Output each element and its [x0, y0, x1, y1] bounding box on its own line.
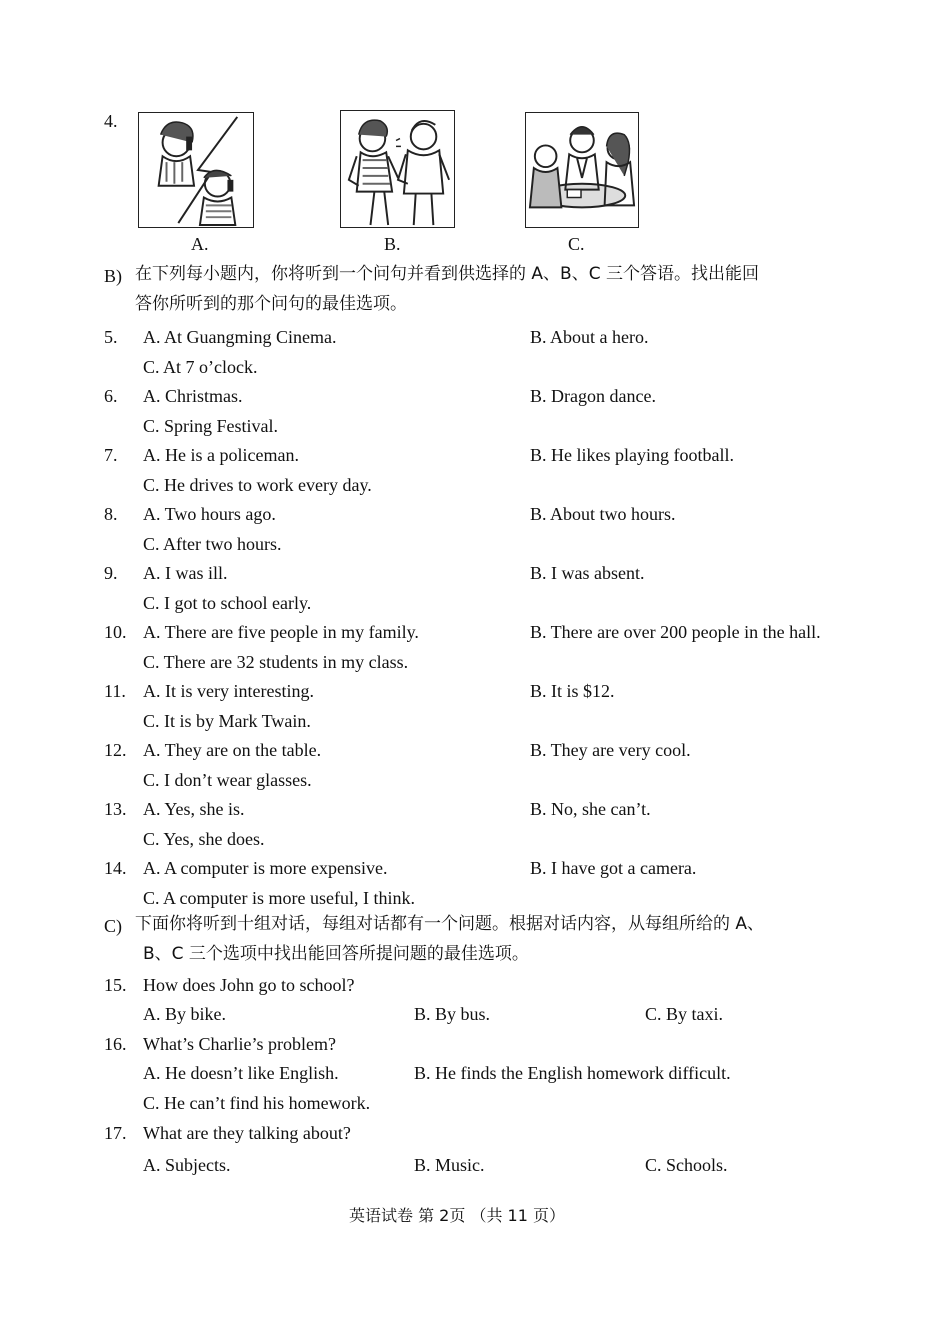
section-c-instruction-line1: 下面你将听到十组对话，每组对话都有一个问题。根据对话内容，从每组所给的 A、	[135, 914, 765, 934]
question-option-a: A. He is a policeman.	[143, 445, 299, 465]
question-option-c: C. It is by Mark Twain.	[143, 711, 311, 731]
q15-option-a: A. By bike.	[143, 1004, 226, 1024]
question-option-c: C. A computer is more useful, I think.	[143, 888, 415, 908]
question-number: 13.	[104, 799, 127, 819]
section-b-instruction-line2: 答你所听到的那个问句的最佳选项。	[135, 294, 407, 314]
picture-c-label: C.	[568, 234, 585, 254]
picture-a-phone-call-icon	[138, 112, 254, 228]
q17-option-b: B. Music.	[414, 1155, 485, 1175]
q15-option-c: C. By taxi.	[645, 1004, 724, 1024]
section-b-instruction-line1: 在下列每小题内，你将听到一个问句并看到供选择的 A、B、C 三个答语。找出能回	[135, 264, 759, 284]
question-option-a: A. It is very interesting.	[143, 681, 314, 701]
picture-b-arguing-icon	[340, 110, 455, 228]
question-option-a: A. Two hours ago.	[143, 504, 276, 524]
q4-number: 4.	[104, 111, 118, 131]
question-option-c: C. Spring Festival.	[143, 416, 279, 436]
question-option-c: C. There are 32 students in my class.	[143, 652, 409, 672]
question-option-b: B. They are very cool.	[530, 740, 691, 760]
question-number: 5.	[104, 327, 118, 347]
question-option-a: A. There are five people in my family.	[143, 622, 419, 642]
q17-option-a: A. Subjects.	[143, 1155, 231, 1175]
question-option-b: B. I was absent.	[530, 563, 645, 583]
question-option-a: A. Christmas.	[143, 386, 243, 406]
question-option-b: B. I have got a camera.	[530, 858, 697, 878]
page-footer: 英语试卷 第 2页 （共 11 页）	[349, 1206, 565, 1225]
question-option-c: C. He drives to work every day.	[143, 475, 372, 495]
q15-option-b: B. By bus.	[414, 1004, 491, 1024]
q15-stem: How does John go to school?	[143, 975, 355, 995]
question-option-c: C. After two hours.	[143, 534, 282, 554]
question-option-b: B. Dragon dance.	[530, 386, 656, 406]
question-number: 14.	[104, 858, 127, 878]
question-option-b: B. There are over 200 people in the hall.	[530, 622, 821, 642]
question-option-c: C. Yes, she does.	[143, 829, 265, 849]
picture-a-label: A.	[191, 234, 209, 254]
question-option-b: B. It is $12.	[530, 681, 615, 701]
question-option-c: C. I got to school early.	[143, 593, 312, 613]
question-number: 9.	[104, 563, 118, 583]
q16-option-a: A. He doesn’t like English.	[143, 1063, 339, 1083]
question-option-b: B. About a hero.	[530, 327, 649, 347]
section-c-instruction-line2: B、C 三个选项中找出能回答所提问题的最佳选项。	[143, 944, 529, 964]
question-number: 11.	[104, 681, 126, 701]
question-option-a: A. A computer is more expensive.	[143, 858, 388, 878]
q16-stem: What’s Charlie’s problem?	[143, 1034, 336, 1054]
question-option-b: B. No, she can’t.	[530, 799, 651, 819]
question-number: 6.	[104, 386, 118, 406]
section-c-marker: C)	[104, 916, 122, 936]
question-number: 7.	[104, 445, 118, 465]
question-number: 10.	[104, 622, 127, 642]
question-option-b: B. About two hours.	[530, 504, 676, 524]
question-number: 12.	[104, 740, 127, 760]
q17-option-c: C. Schools.	[645, 1155, 728, 1175]
q16-option-c: C. He can’t find his homework.	[143, 1093, 371, 1113]
q16-number: 16.	[104, 1034, 127, 1054]
question-option-a: A. Yes, she is.	[143, 799, 245, 819]
picture-b-label: B.	[384, 234, 401, 254]
question-number: 8.	[104, 504, 118, 524]
q17-stem: What are they talking about?	[143, 1123, 351, 1143]
question-option-a: A. I was ill.	[143, 563, 228, 583]
q17-number: 17.	[104, 1123, 127, 1143]
question-option-c: C. At 7 o’clock.	[143, 357, 258, 377]
section-b-marker: B)	[104, 266, 122, 286]
question-option-c: C. I don’t wear glasses.	[143, 770, 312, 790]
question-option-a: A. At Guangming Cinema.	[143, 327, 337, 347]
picture-c-discussion-icon	[525, 112, 639, 228]
q15-number: 15.	[104, 975, 127, 995]
question-option-b: B. He likes playing football.	[530, 445, 734, 465]
question-option-a: A. They are on the table.	[143, 740, 322, 760]
q16-option-b: B. He finds the English homework difficult.	[414, 1063, 731, 1083]
